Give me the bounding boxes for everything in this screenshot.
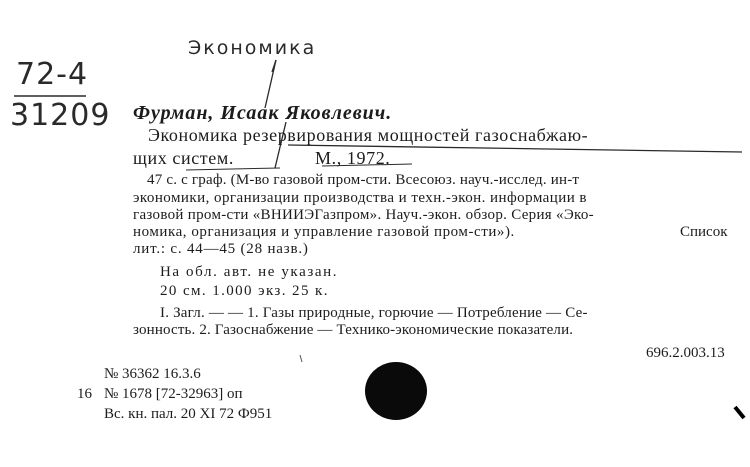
title-line-2b: М., 1972. [315,148,391,168]
footer-line-2: № 1678 [72-32963] оп [104,386,243,402]
subjects-line-2: зонность. 2. Газоснабжение — Технико-экономические показатели. [133,322,574,338]
classification-code: 696.2.003.13 [646,345,725,361]
desc-line-2: экономики, организации производства и техн.-экон. информации в [133,190,587,206]
note-line-1: На обл. авт. не указан. [160,264,339,280]
footer-line-3: Вс. кн. пал. 20 XI 72 Ф951 [104,406,273,422]
desc-line-5: лит.: с. 44—45 (28 назв.) [133,241,309,257]
title-line-2a: щих систем. [133,148,234,168]
desc-line-1: 47 с. с граф. (М-во газовой пром-сти. Всесоюз. науч.-исслед. ин-т [147,172,580,188]
subjects-line-1: I. Загл. — — 1. Газы природные, горючие — Потребление — Се- [160,305,588,321]
note-line-2: 20 см. 1.000 экз. 25 к. [160,283,329,299]
footer-line-1: № 36362 16.3.6 [104,366,201,382]
list-label: Список [680,224,728,240]
punch-hole [365,362,427,420]
footer-line-2-prefix: 16 [77,386,92,402]
title-line-1: Экономика резервирования мощностей газоснабжаю- [148,125,589,145]
handwritten-heading: Экономика [188,37,317,59]
desc-line-4: номика, организация и управление газовой пром-сти»). [133,224,515,240]
handwritten-code-bottom: 31209 [10,98,111,133]
author-line: Фурман, Исаак Яковлевич. [133,102,393,124]
desc-line-3: газовой пром-сти «ВНИИЭГазпром». Науч.-экон. обзор. Серия «Эко- [133,207,594,223]
handwritten-code-top: 72-4 [16,57,89,92]
